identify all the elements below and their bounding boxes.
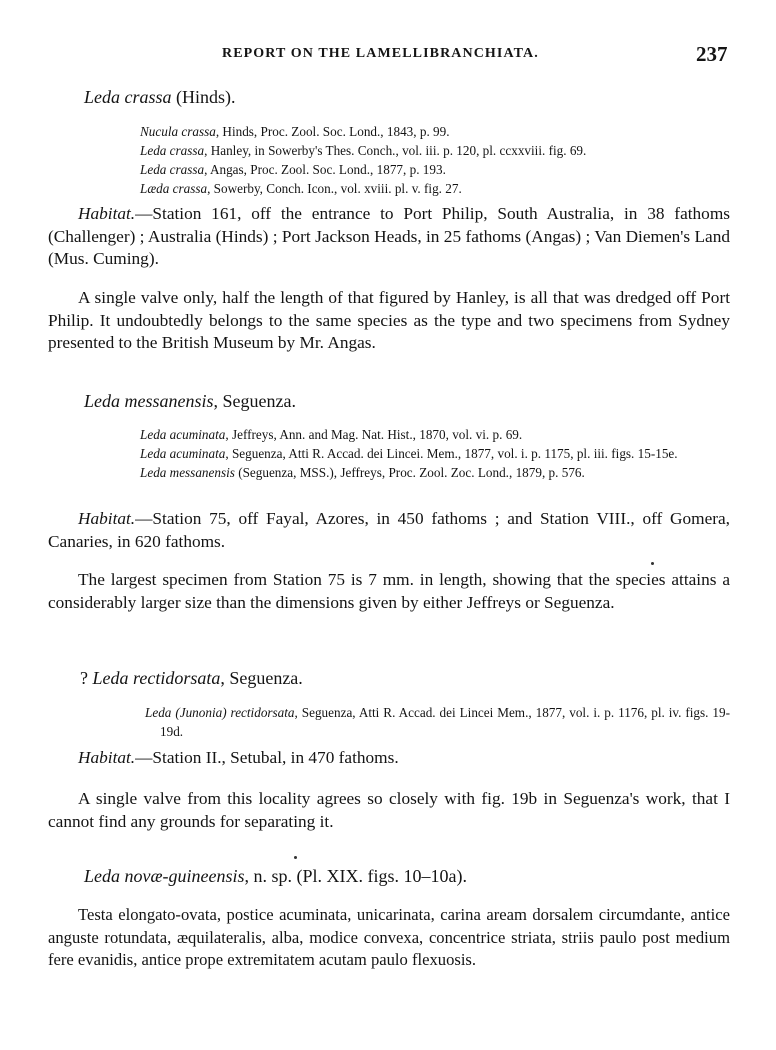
description-text: Testa elongato-ovata, postice acuminata, unicarinata, carina aream dorsalem circumdante, antice anguste rotundata, æquilateralis, alba, modice convexa, concentrice striata, striis paulo post medium fere evanidis, antice prope extremitatem acutam paulo flexuosis.: [48, 905, 730, 969]
query-mark: ?: [80, 668, 93, 688]
running-header: [0, 44, 776, 68]
synonym-entry: Leda acuminata, Seguenza, Atti R. Accad. dei Lincei. Mem., 1877, vol. i. p. 1175, pl. iii. figs. 15-15e.: [140, 446, 678, 461]
species-heading-leda-messanensis: [84, 391, 296, 412]
remark-text: A single valve only, half the length of that figured by Hanley, is all that was dredged off Port Philip. It undoubtedly belongs to the same species as the type and two specimens from Sydney presented to the British Museum by Mr. Angas.: [48, 288, 730, 352]
page-number: 237: [696, 42, 728, 66]
species-author: , n. sp. (Pl. XIX. figs. 10–10a).: [244, 866, 467, 886]
remark-text: A single valve from this locality agrees so closely with fig. 19b in Seguenza's work, that I cannot find any grounds for separating it.: [48, 789, 730, 831]
habitat-paragraph: [48, 203, 730, 271]
species-author: , Seguenza.: [213, 391, 296, 411]
remark-paragraph: [48, 788, 730, 833]
synonymy-list: [140, 425, 730, 482]
species-heading-leda-rectidorsata: [80, 668, 303, 689]
synonym-entry: Leda messanensis (Seguenza, MSS.), Jeffreys, Proc. Zool. Zoc. Lond., 1879, p. 576.: [140, 465, 585, 480]
synonym-entry: Nucula crassa, Hinds, Proc. Zool. Soc. Lond., 1843, p. 99.: [140, 124, 450, 139]
habitat-text: —Station 75, off Fayal, Azores, in 450 fathoms ; and Station VIII., off Gomera, Canaries, in 620 fathoms.: [48, 509, 730, 551]
species-name: Leda messanensis: [84, 391, 214, 411]
habitat-text: —Station 161, off the entrance to Port Philip, South Australia, in 38 fathoms (Challenger) ; Australia (Hinds) ; Port Jackson Heads, in 25 fathoms (Angas) ; Van Diemen's Land (Mus. Cuming).: [48, 204, 730, 268]
species-author: (Hinds).: [171, 87, 236, 107]
synonym-entry: Leda crassa, Hanley, in Sowerby's Thes. Conch., vol. iii. p. 120, pl. ccxxviii. fig. 69.: [140, 143, 587, 158]
habitat-label: Habitat.: [78, 748, 136, 767]
habitat-label: Habitat.: [78, 509, 136, 528]
species-heading-leda-crassa: [84, 87, 236, 108]
species-name: Leda crassa: [84, 87, 172, 107]
habitat-text: —Station II., Setubal, in 470 fathoms.: [135, 748, 399, 767]
print-speck: [651, 562, 654, 565]
habitat-paragraph: [48, 508, 730, 553]
remark-paragraph: [48, 287, 730, 355]
habitat-paragraph: [48, 747, 730, 770]
habitat-label: Habitat.: [78, 204, 136, 223]
synonym-entry: Leda acuminata, Jeffreys, Ann. and Mag. Nat. Hist., 1870, vol. vi. p. 69.: [140, 427, 523, 442]
latin-description: [48, 904, 730, 972]
remark-paragraph: [48, 569, 730, 614]
species-author: , Seguenza.: [220, 668, 303, 688]
species-name: Leda rectidorsata: [92, 668, 221, 688]
synonymy-list: [145, 703, 730, 741]
species-name: Leda novæ-guineensis: [84, 866, 245, 886]
synonym-entry: Leda crassa, Angas, Proc. Zool. Soc. Lond., 1877, p. 193.: [140, 162, 446, 177]
synonym-entry: Leda (Junonia) rectidorsata, Seguenza, Atti R. Accad. dei Lincei Mem., 1877, vol. i. p. 1176, pl. iv. figs. 19-19d.: [145, 705, 730, 739]
remark-text: The largest specimen from Station 75 is 7 mm. in length, showing that the species attains a considerably larger size than the dimensions given by either Jeffreys or Seguenza.: [48, 570, 730, 612]
species-heading-leda-novae-guineensis: [84, 866, 467, 887]
synonymy-list: [140, 122, 730, 198]
synonym-entry: Læda crassa, Sowerby, Conch. Icon., vol. xviii. pl. v. fig. 27.: [140, 181, 462, 196]
running-title: REPORT ON THE LAMELLIBRANCHIATA.: [222, 46, 539, 61]
print-speck: [294, 856, 297, 859]
